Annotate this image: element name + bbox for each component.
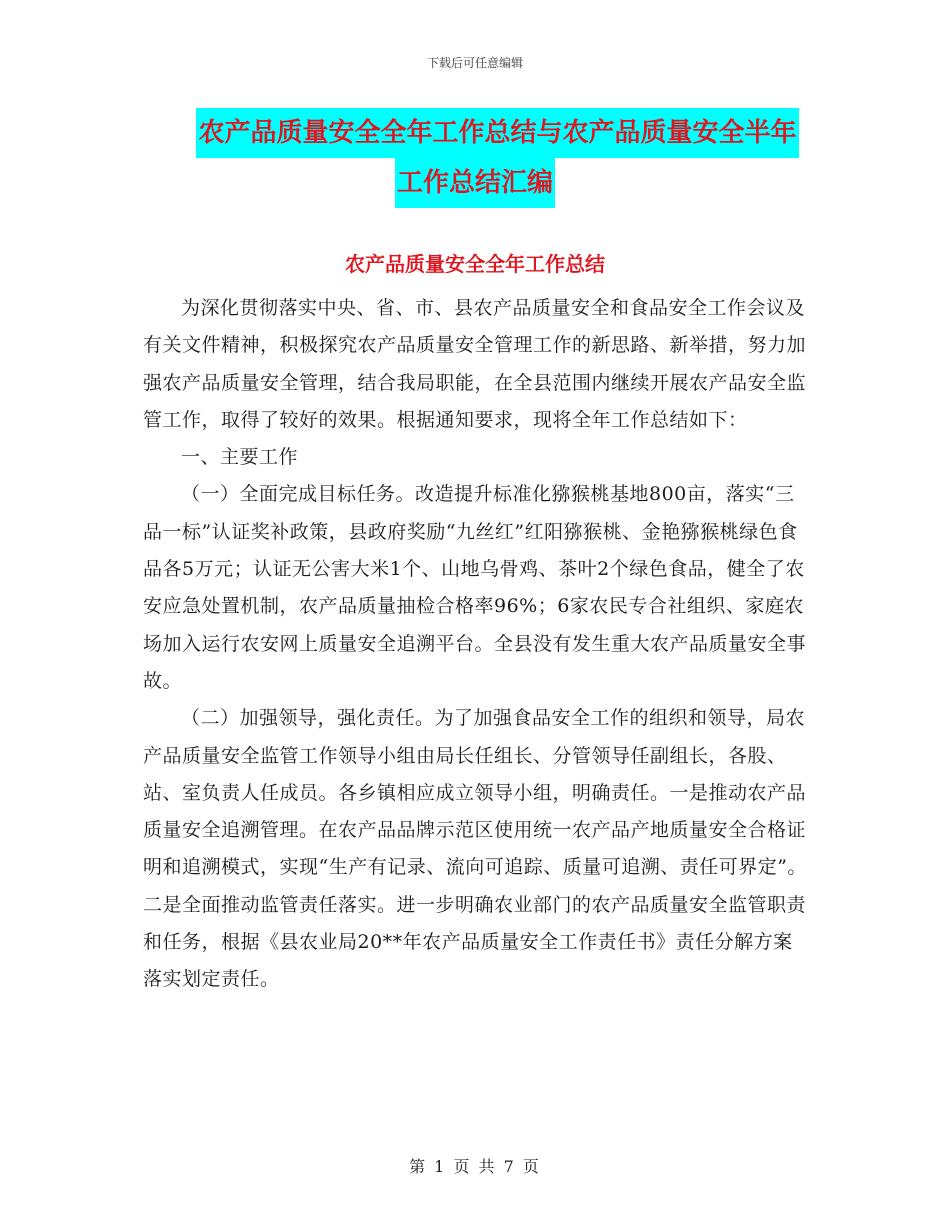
heading-main-work: 一、主要工作 <box>181 446 299 469</box>
document-title-line-2: 工作总结汇编 <box>395 158 555 208</box>
paragraph-targets: （一）全面完成目标任务。改造提升标准化猕猴桃基地800亩，落实“三品一标”认证奖补政策，县政府奖励“九丝红”红阳猕猴桃、金艳猕猴桃绿色食品各5万元；认证无公害大米1个、山地乌骨鸡、茶叶2个绿色食品，健全了农安应急处置机制，农产品质量抽检合格率96%；6家农民专合社组织、家庭农场加入运行农安网上质量安全追溯平台。全县没有发生重大农产品质量安全事故。 <box>143 483 807 692</box>
document-body <box>143 290 811 999</box>
document-title-line-1: 农产品质量安全全年工作总结与农产品质量安全半年 <box>196 108 798 158</box>
paragraph-leadership: （二）加强领导，强化责任。为了加强食品安全工作的组织和领导，局农产品质量安全监管工作领导小组由局长任组长、分管领导任副组长，各股、站、室负责人任成员。各乡镇相应成立领导小组，明确责任。一是推动农产品质量安全追溯管理。在农产品品牌示范区使用统一农产品产地质量安全合格证明和追溯模式，实现“生产有记录、流向可追踪、质量可追溯、责任可界定”。二是全面推动监管责任落实。进一步明确农业部门的农产品质量安全监管职责和任务，根据《县农业局20**年农产品质量安全工作责任书》责任分解方案落实划定责任。 <box>143 707 807 991</box>
page-number-footer: 第 1 页 共 7 页 <box>409 1157 541 1176</box>
paragraph-intro: 为深化贯彻落实中央、省、市、县农产品质量安全和食品安全工作会议及有关文件精神，积极探究农产品质量安全管理工作的新思路、新举措，努力加强农产品质量安全管理，结合我局职能，在全县范围内继续开展农产品安全监管工作，取得了较好的效果。根据通知要求，现将全年工作总结如下： <box>143 297 807 431</box>
section-title: 农产品质量安全全年工作总结 <box>345 252 605 276</box>
page-header-note: 下载后可任意编辑 <box>426 56 523 70</box>
document-title <box>0 108 950 208</box>
